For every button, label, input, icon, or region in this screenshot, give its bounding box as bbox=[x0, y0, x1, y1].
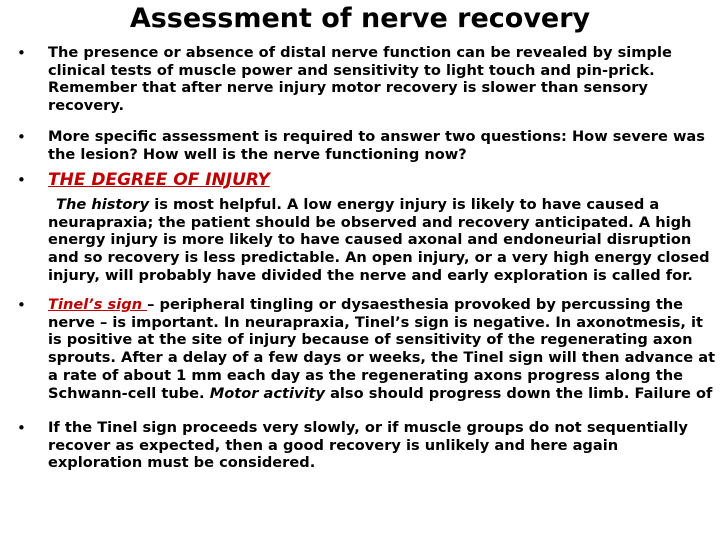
bullet-marker-5: • bbox=[17, 419, 26, 437]
bullet-marker-1: • bbox=[17, 44, 26, 62]
tinel-sign-label: Tinel’s sign bbox=[48, 296, 148, 313]
history-paragraph bbox=[48, 196, 716, 285]
bullet-marker-4: • bbox=[17, 296, 26, 314]
tinel-paragraph bbox=[48, 296, 716, 402]
tinel-text-b: also should progress down the limb. Failure of bbox=[325, 384, 713, 402]
bullet-marker-2: • bbox=[17, 128, 26, 146]
bullet-marker-3: • bbox=[17, 171, 26, 189]
bullet-text-2: More specific assessment is required to answer two questions: How severe was the lesion? How well is the nerve functioning now? bbox=[48, 128, 705, 163]
motor-activity-label: Motor activity bbox=[209, 384, 325, 402]
history-label: The history bbox=[56, 196, 150, 213]
degree-of-injury-heading bbox=[48, 169, 716, 191]
bullet-text-1: The presence or absence of distal nerve function can be revealed by simple clinical tests of muscle power and sensitivity to light touch and pin-prick. Remember that after nerve injury motor recovery is slower than sensory recovery. bbox=[48, 44, 672, 115]
bullet-text-5: If the Tinel sign proceeds very slowly, or if muscle groups do not sequentially recover as expected, then a good recovery is unlikely and here again exploration must be considered. bbox=[48, 419, 688, 472]
history-text: is most helpful. A low energy injury is likely to have caused a neurapraxia; the patient should be observed and recovery anticipated. A high energy injury is more likely to have caused axonal and endoneurial disruption and so recovery is less predictable. An open injury, or a very high energy closed injury, will probably have divided the nerve and early exploration is called for. bbox=[48, 196, 710, 284]
slide-title: Assessment of nerve recovery bbox=[129, 3, 591, 34]
degree-of-injury-heading-text: THE DEGREE OF INJURY bbox=[48, 170, 270, 190]
tinel-text-a: – peripheral tingling or dysaesthesia provoked by percussing the nerve – is important. In neurapraxia, Tinel’s sign is negative. In axonotmesis, it is positive at the site of injury because of sensitivity of the regenerating axon sprouts. After a delay of a few days or weeks, the Tinel sign will then advance at a rate of about 1 mm each day as the regenerating axons progress along the Schwann-cell tube. bbox=[48, 296, 716, 402]
